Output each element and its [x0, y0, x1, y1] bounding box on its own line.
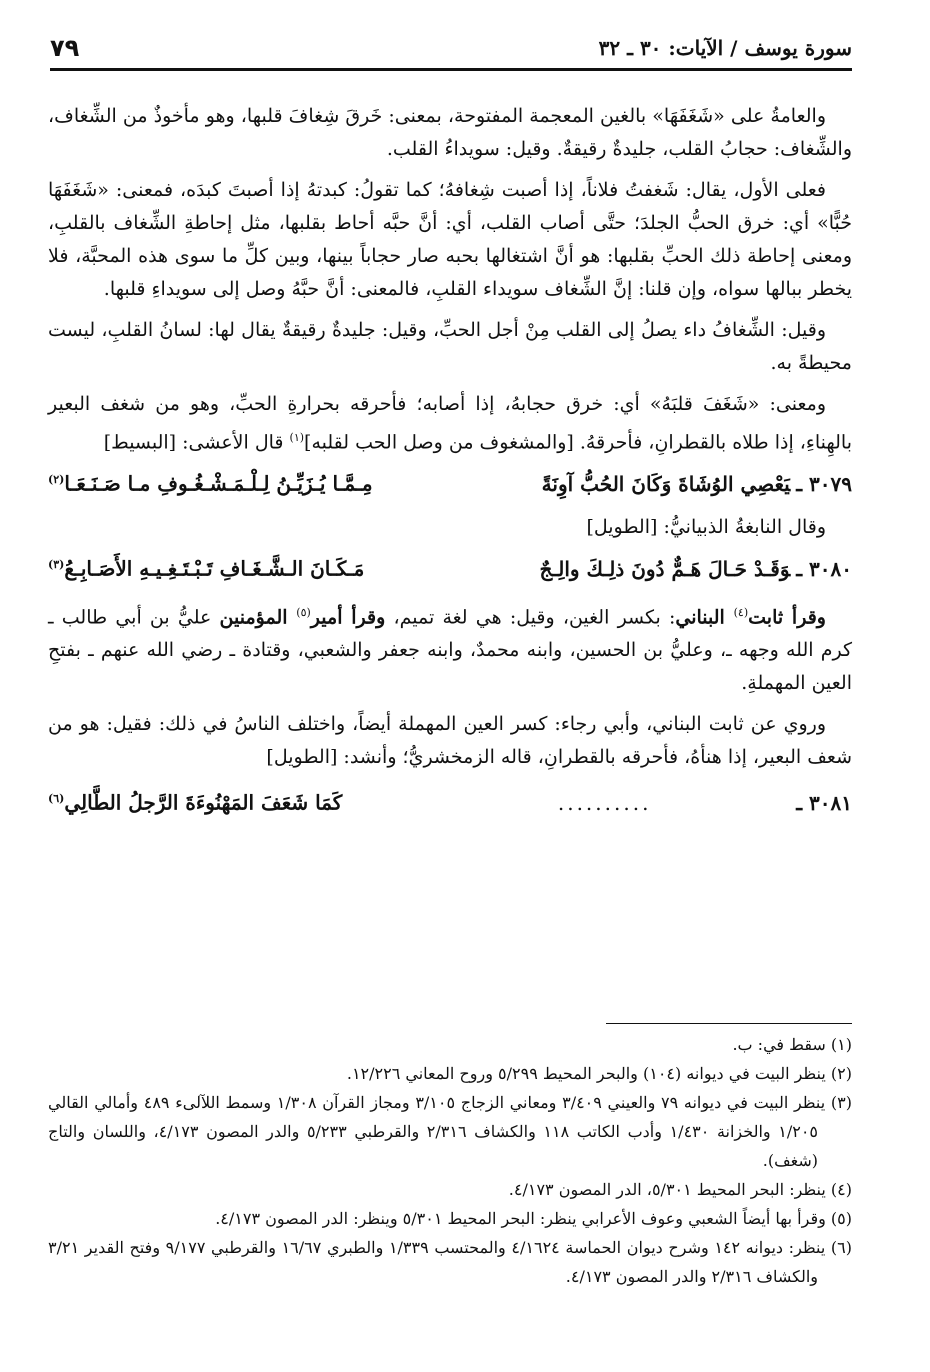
paragraph-4-main: ومعنى: «شَغَفَ قلبَهُ» أي: خرق حجابهُ، إذا أصابه؛ فأحرقه بحرارةِ الحبِّ، وهو من شغف البعير بالهِناءِ، إذا طلاه بالقطرانِ، فأحرقهُ. [والمشغوف من وصل الحب لقلبه] — [48, 393, 852, 454]
verse-text: مِـمَّـا يُـزَيِّـنُ لِـلْـمَـشْـغُـوفِ مـا صَـنَـعَـا — [64, 471, 373, 496]
verse-number: ٣٠٨٠ ـ — [796, 556, 852, 581]
footnote-ref: (٣) — [48, 557, 65, 571]
paragraph-4 — [48, 388, 852, 459]
footnote: (٣) ينظر البيت في ديوانه ٧٩ والعيني ٣/٤٠٩ ومعاني الزجاج ٣/١٠٥ ومجاز القرآن ١/٣٠٨ وسمط اللآلىء ٤٨٩ وأمالي القالي ١/٢٠٥ والخزانة ١/٤٣٠ وأدب الكاتب ١١٨ والكشاف ٢/٣١٦ والقرطبي ٥/٢٣٣ والدر المصون ٤/١٧٣، واللسان والتاج (شغف). — [48, 1093, 853, 1170]
footnote: (٢) ينظر البيت في ديوانه (١٠٤) والبحر المحيط ٥/٢٩٩ وروح المعاني ١٢/٢٢٦. — [346, 1064, 852, 1083]
reader-name: المؤمنين — [219, 605, 297, 628]
verse-text: مَـكَـانَ الـشَّـغَـافِ تَـبْـتَـغِـيـهِ الأَصَـابِـعُ — [64, 556, 365, 581]
page-number: ٧٩ — [50, 34, 80, 62]
footnote-ref: (٤) — [733, 605, 749, 619]
paragraph-4-tail: قال الأعشى: [البسيط] — [103, 431, 290, 454]
running-head — [50, 28, 852, 71]
paragraph-3: وقيل: الشِّغافُ داء يصلُ إلى القلب مِنْ أجل الحبِّ، وقيل: جليدةٌ رقيقةٌ يقال لها: لسانُ القلبِ، ليست محيطةً به. — [48, 319, 852, 374]
reader-name: وقرأ أمير — [310, 605, 386, 628]
footnote: (١) سقط في: ب. — [732, 1035, 852, 1054]
verse-first-hemistich — [450, 553, 852, 586]
verse-second-hemistich — [48, 782, 419, 820]
paragraph-1: والعامةُ على «شَغَفَهَا» بالغين المعجمة المفتوحة، بمعنى: خَرقَ شِغافَ قلبها، وهو مأخوذٌ من الشِّغاف، والشِّغاف: حجابُ القلب، جليدةٌ رقيقةٌ. وقيل: سويداءُ القلب. — [48, 105, 852, 160]
verse-ellipsis: .......... — [557, 790, 652, 815]
footnote-ref: (٢) — [48, 473, 65, 487]
verse-text: كَمَا شَعَفَ المَهْنُوءَةَ الرَّجلُ الطَّالِي — [64, 790, 343, 815]
footnote-separator — [606, 1023, 852, 1024]
paragraph-text: عليُّ بن أبي طالب ـ كرم الله وجهه ـ، وعليُّ بن الحسين، وابنه محمدٌ، وابنه جعفر والشعبي، وقتادة ـ رضي الله عنهم ـ بفتحِ العين المهملةِ. — [48, 605, 852, 694]
paragraph-text: : بكسر الغين، وقيل: هي لغة تميم، — [385, 605, 676, 628]
paragraph-6: وروي عن ثابت البناني، وأبي رجاء: كسر العين المهملة أيضاً، واختلف الناسُ في ذلك: فقيل: هو من شعف البعير، إذا هنأهُ، فأحرقه بالقطرانِ، قاله الزمخشريُّ؛ وأنشد: [الطويل] — [48, 712, 852, 768]
reader-name: البناني — [675, 605, 734, 628]
verse-3081 — [48, 782, 852, 820]
footnote-ref: (١) — [289, 431, 305, 444]
verse-number: ٣٠٧٩ ـ — [796, 471, 852, 496]
reader-name: وقرأ ثابت — [748, 605, 826, 628]
verse-3080 — [48, 548, 852, 586]
footnote: (٥) وقرأ بها أيضاً الشعبي وعوف الأعرابي ينظر: البحر المحيط ٥/٣٠١ وينظر: الدر المصون ٤/١٧٣. — [215, 1209, 852, 1228]
footnote: (٤) ينظر: البحر المحيط ٥/٣٠١، الدر المصون ٤/١٧٣. — [508, 1180, 852, 1199]
running-title: سورة يوسف / الآيات: ٣٠ ـ ٣٢ — [598, 36, 852, 60]
verse-second-hemistich — [48, 548, 450, 586]
verse-first-hemistich — [450, 468, 852, 501]
paragraph-2: فعلى الأول، يقال: شَغفتُ فلاناً، إذا أصبت شِغافهُ؛ كما تقولُ: كبدتهُ إذا أصبتَ كبدَه، فمعنى: «شَغَفَهَا حُبًّا» أي: خرق الحبُّ الجلدَ؛ حتَّى أصاب القلب، أي: أنَّ حبَّه أحاط بقلبها، مثل إحاطةِ الشِّغاف بالقلبِ، ومعنى إحاطة ذلك الحبِّ بقلبها: هو أنَّ اشتغالها بحبه صار حجاباً بينها، وبين كلِّ ما سوى هذه المحبَّة، فلا يخطر ببالها سواه، وإن قلنا: إنَّ الشِّغاف سويداء القلبِ، فالمعنى: أنَّ حبَّهُ وصل إلى سويداءِ قلبها. — [48, 179, 852, 300]
verse-text: وَقَـدْ حَـالَ هَـمٌّ دُونَ ذلِـكَ والِـجٌ — [539, 556, 791, 581]
footnotes — [48, 1030, 852, 1291]
paragraph-5 — [48, 596, 852, 700]
footnote: (٦) ينظر: ديوانه ١٤٢ وشرح ديوان الحماسة ٤/١٦٢٤ والمحتسب ١/٣٣٩ والطبري ١٦/٦٧ والقرطبي ٩/١٧٧ وفتح القدير ٣/٢١ والكشاف ٢/٣١٦ والدر المصون ٤/١٧٣. — [48, 1238, 853, 1286]
verse-text: يَعْصِي الوُشَاةَ وَكَانَ الحُبُّ آوِنَةً — [541, 471, 791, 496]
verse-number: ٣٠٨١ ـ — [796, 790, 852, 815]
footnote-ref: (٦) — [47, 791, 65, 805]
verse-3079 — [48, 463, 852, 501]
main-text — [48, 100, 852, 830]
verse-second-hemistich — [48, 463, 450, 501]
verse-intro: وقال النابغةُ الذبيانيُّ: [الطويل] — [586, 515, 826, 538]
footnote-ref: (٥) — [296, 605, 311, 619]
